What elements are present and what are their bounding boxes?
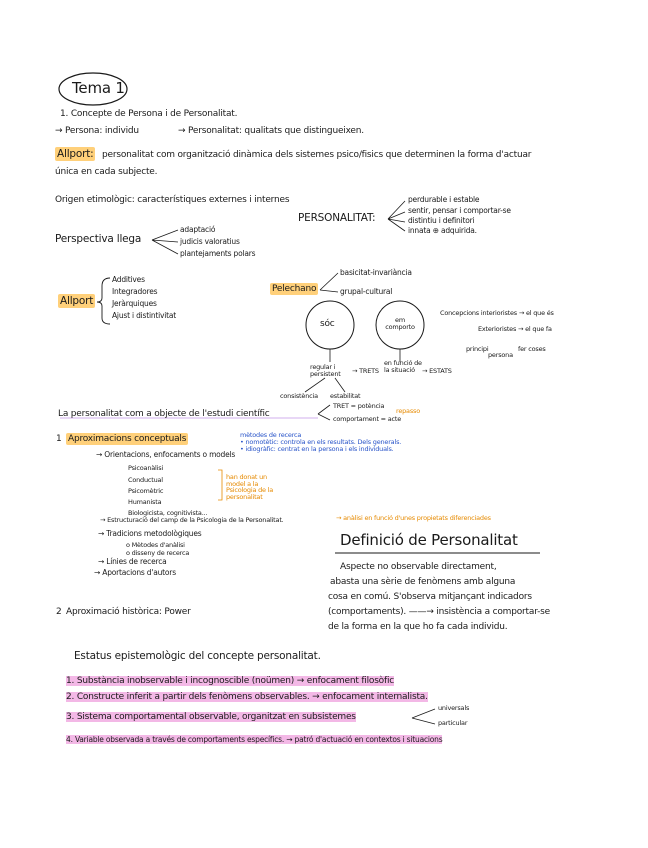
estructuracio-note: → anàlisi en funció d'unes propietats diferenciades [336, 514, 491, 522]
tret-label: TRET = potència [333, 402, 385, 410]
definicio-title: Definició de Personalitat [340, 531, 518, 549]
perspectiva-label: Perspectiva llega [55, 233, 142, 245]
model-item: Psicoanàlisi [128, 464, 164, 472]
perspectiva-item: plantejaments polars [180, 249, 256, 258]
aprox-num: 1 [56, 434, 62, 444]
allport-label: Allport: [57, 148, 94, 160]
allport2-item: Ajust i distintivitat [112, 311, 177, 320]
model-item: Conductual [128, 476, 163, 484]
pers-item: innata ⊕ adquirida. [408, 226, 477, 235]
aprox-title: Aproximacions conceptuals [68, 434, 187, 444]
repasso-label: repasso [396, 407, 420, 415]
estabilitat-label: estabilitat [330, 392, 361, 400]
origen-line: Origen etimològic: característiques externes i internes [55, 195, 290, 205]
allport-text2: única en cada subjecte. [55, 167, 158, 177]
concepcions-label: Concepcions interioristes → el que és [440, 309, 554, 317]
consistencia-label: consistència [280, 392, 318, 400]
pelechano-label: Pelechano [272, 284, 317, 294]
model-item: Psicomètric [128, 487, 164, 495]
orientacions-label: → Orientacions, enfocaments o models [96, 450, 236, 459]
soc-label: sóc [320, 319, 335, 329]
definicio-line: de la forma en la que ho fa cada individu. [328, 622, 508, 632]
perspectiva-item: adaptació [180, 225, 216, 234]
allport2-item: Integradores [112, 287, 158, 296]
personalitat-box-label: PERSONALITAT: [298, 212, 376, 224]
trad-item: o Mètodes d'anàlisi [126, 541, 185, 549]
particular-label: particular [438, 719, 468, 727]
estudi-sub: mètodes de recerca [240, 431, 302, 439]
definicio-line: cosa en comú. S'observa mitjançant indicadors [328, 592, 532, 602]
estatus-item: 3. Sistema comportamental observable, organitzat en subsistemes [66, 712, 356, 722]
estats-label: → ESTATS [422, 367, 452, 375]
definicio-line: Aspecte no observable directament, [340, 562, 497, 572]
pers-item: sentir, pensar i comportar-se [408, 206, 511, 215]
allport2-label: Allport [60, 295, 94, 307]
models-note: han donat un model a la Psicologia de la personalitat [226, 473, 274, 501]
allport2-item: Additives [112, 275, 145, 284]
universals-label: universals [438, 704, 470, 712]
fer-label: fer coses [518, 345, 546, 353]
trad-item: o disseny de recerca [126, 549, 190, 557]
estatus-item: 1. Substància inobservable i incognoscible (noümen) → enfocament filosòfic [66, 676, 395, 686]
linies-label: → Línies de recerca [98, 557, 167, 566]
funcio-label: en funció de la situació [384, 359, 422, 374]
allport-text: personalitat com organització dinàmica dels sistemes psico/fisics que determinen la forma d'actuar [102, 150, 532, 160]
pelechano-item: basicitat-invariància [340, 268, 412, 277]
estudi-heading: La personalitat com a objecte de l'estudi científic [58, 409, 270, 419]
estatus-item: 2. Constructe inferit a partir dels fenòmens observables. → enfocament internalista. [66, 692, 428, 702]
section1-heading: 1. Concepte de Persona i de Personalitat. [60, 109, 238, 119]
estudi-sub2: • nomotètic: controla en els resultats. Dels generals. [240, 438, 402, 446]
exterioristes-label: Exterioristes → el que fa [478, 325, 552, 333]
comportament-label: comportament = acte [333, 415, 402, 423]
pelechano-item: grupal-cultural [340, 287, 393, 296]
model-item: Humanista [128, 498, 162, 506]
regular-label: regular i persistent [310, 363, 341, 378]
persona-line: → Persona: individu [55, 126, 139, 136]
pers-item: distintiu i definitori [408, 216, 475, 225]
definicio-line: abasta una sèrie de fenòmens amb alguna [330, 577, 516, 587]
historica-num: 2 [56, 607, 62, 617]
tema-title: Tema 1 [72, 79, 125, 97]
model-item: Biologicista, cognitivista... [128, 509, 208, 517]
persona-label: persona [488, 351, 513, 359]
em-comporto-label: em comporto [385, 316, 415, 331]
historica-text: Aproximació històrica: Power [66, 607, 191, 617]
estatus-item: 4. Variable observada a través de comportaments específics. → patró d'actuació en contextos i situacions [66, 735, 443, 744]
estudi-sub3: • idiogràfic: centrat en la persona i els individuals. [240, 445, 394, 453]
aportacions-label: → Aportacions d'autors [94, 568, 176, 577]
principi-label: principi [466, 345, 489, 353]
personalitat-line: → Personalitat: qualitats que distingueixen. [178, 126, 364, 136]
definicio-line: (comportaments). ——→ insistència a comportar-se [328, 607, 550, 617]
estructuracio-label: → Estructuració del camp de la Psicologia de la Personalitat. [100, 516, 284, 524]
allport2-item: Jeràrquiques [112, 299, 157, 308]
estatus-title: Estatus epistemològic del concepte personalitat. [74, 650, 321, 662]
trets-label: → TRETS [352, 367, 379, 375]
pers-item: perdurable i estable [408, 195, 480, 204]
tradicions-label: → Tradicions metodològiques [98, 529, 202, 538]
perspectiva-item: judicis valoratius [180, 237, 240, 246]
